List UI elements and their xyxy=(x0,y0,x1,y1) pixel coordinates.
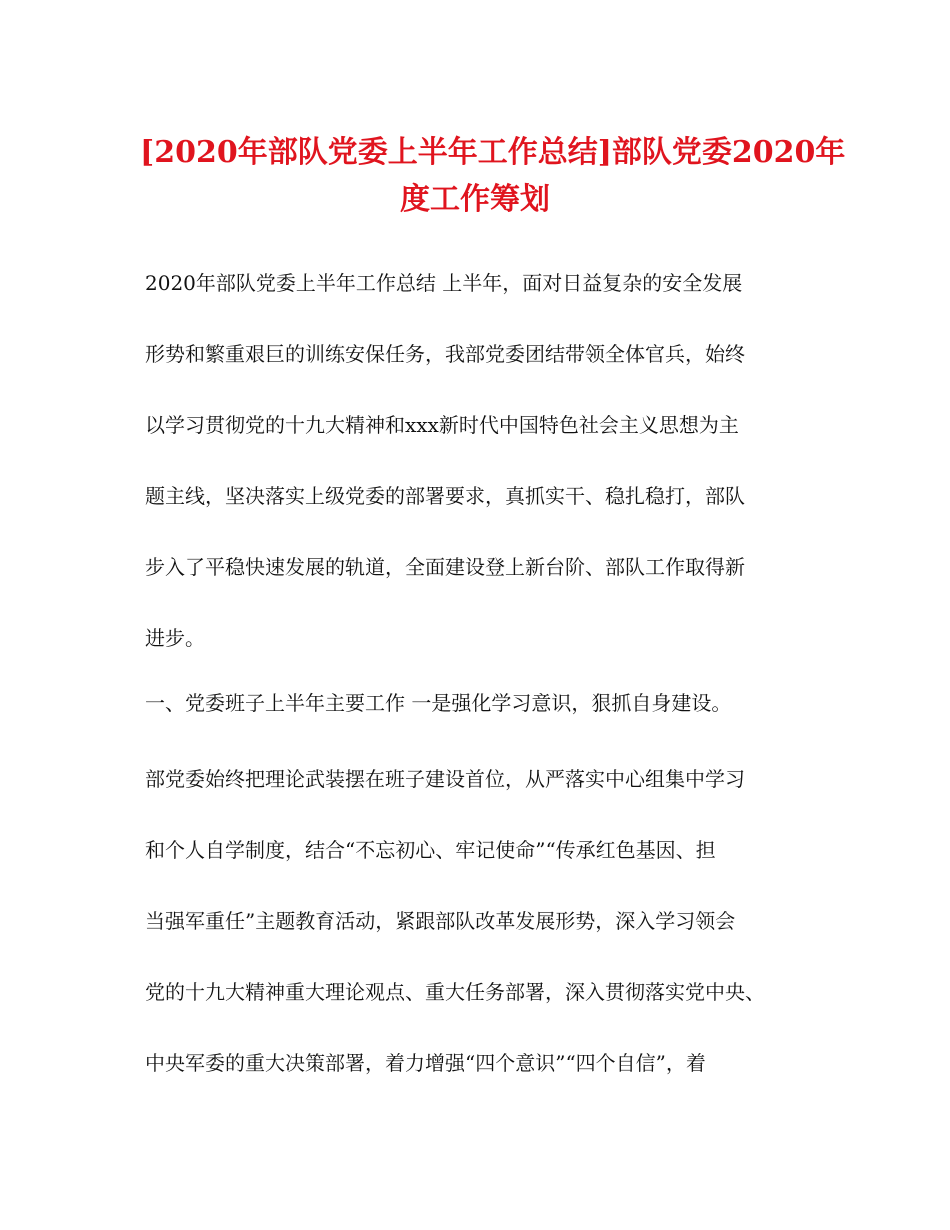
body-line-8: 部党委始终把理论武装摆在班子建设首位，从严落实中心组集中学习 xyxy=(145,767,745,791)
document-title-line-1: [2020年部队党委上半年工作总结]部队党委2020年 xyxy=(140,135,846,170)
body-line-1: 2020年部队党委上半年工作总结 上半年，面对日益复杂的安全发展 xyxy=(145,271,743,295)
body-line-10: 当强军重任”主题教育活动，紧跟部队改革发展形势，深入学习领会 xyxy=(145,909,736,933)
body-line-5: 步入了平稳快速发展的轨道，全面建设登上新台阶、部队工作取得新 xyxy=(145,555,745,579)
body-line-2: 形势和繁重艰巨的训练安保任务，我部党委团结带领全体官兵，始终 xyxy=(145,342,745,366)
body-line-3: 以学习贯彻党的十九大精神和xxx新时代中国特色社会主义思想为主 xyxy=(145,413,739,437)
body-line-6: 进步。 xyxy=(145,626,205,650)
body-line-7: 一、党委班子上半年主要工作 一是强化学习意识，狠抓自身建设。 xyxy=(145,691,732,715)
body-line-4: 题主线，坚决落实上级党委的部署要求，真抓实干、稳扎稳打，部队 xyxy=(145,484,745,508)
document-title-line-2: 度工作筹划 xyxy=(400,182,550,217)
body-line-11: 党的十九大精神重大理论观点、重大任务部署，深入贯彻落实党中央、 xyxy=(145,980,765,1004)
body-line-12: 中央军委的重大决策部署，着力增强“四个意识”“四个自信”，着 xyxy=(145,1051,706,1075)
body-line-9: 和个人自学制度，结合“不忘初心、牢记使命”“传承红色基因、担 xyxy=(145,838,716,862)
